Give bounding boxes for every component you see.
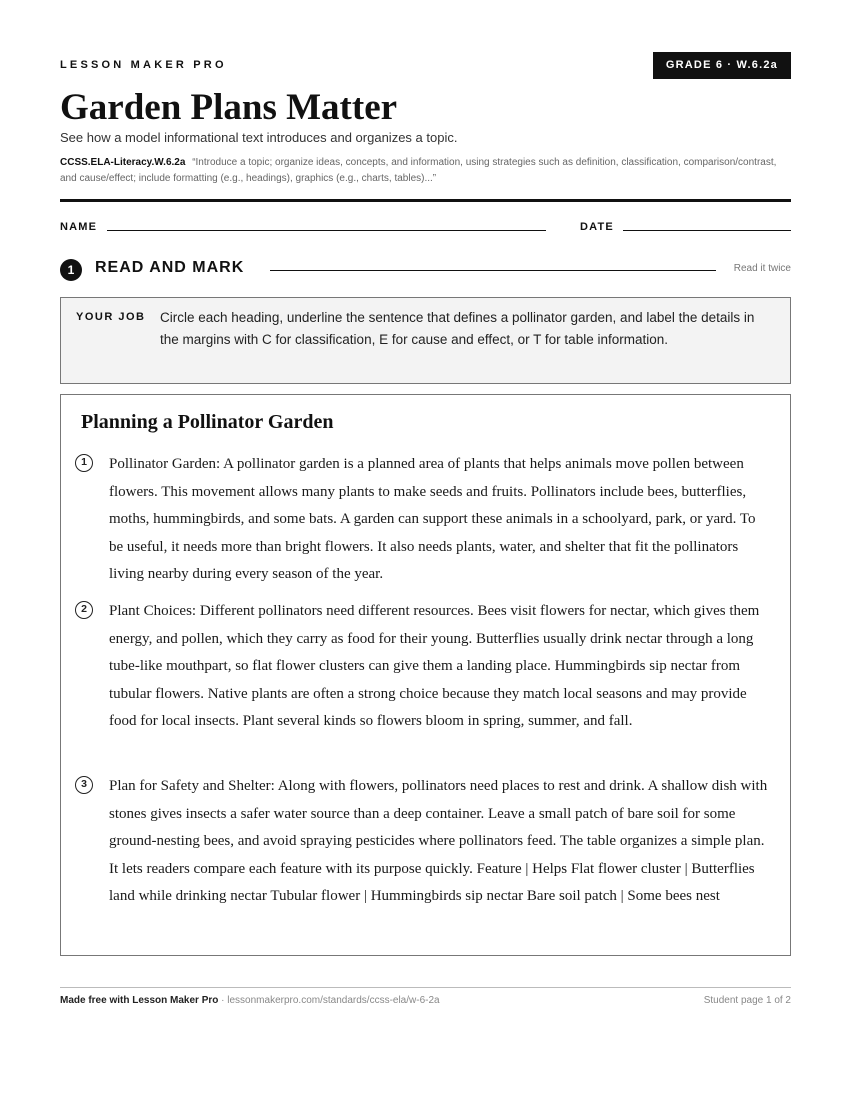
section-note: Read it twice xyxy=(733,263,791,274)
paragraph-text: Plant Choices: Different pollinators need different resources. Bees visit flowers for nectar, which gives them energy, and pollen, which they carry as food for their young. Butterflies usually drink nectar through a long tube-like mouthpart, so flat flower clusters can give them a landing place. Hummingbirds sip nectar from tubular flowers. Native plants are often a strong choice because they match local seasons and may provide food for local insects. Plant several kinds so flowers bloom in spring, summer, and fall. xyxy=(109,603,760,730)
instructions-box xyxy=(60,297,791,384)
step-number-badge: 1 xyxy=(60,259,82,281)
section-header xyxy=(60,257,791,283)
paragraph-number: 1 xyxy=(75,454,93,472)
section-divider xyxy=(270,270,716,271)
date-label: DATE xyxy=(580,221,614,233)
instructions-text: Circle each heading, underline the sentence that defines a pollinator garden, and label the details in the margins with C for classification, E for cause and effect, or T for table information. xyxy=(160,310,755,347)
name-label: NAME xyxy=(60,221,98,233)
instructions-label: YOUR JOB xyxy=(76,311,146,323)
reading-passage xyxy=(60,394,791,956)
paragraph-text: Plan for Safety and Shelter: Along with flowers, pollinators need places to rest and drink. A shallow dish with stones gives insects a safer water source than a deep container. Leave a small patch of bare soil for some ground-nesting bees, and avoid spraying pesticides where pollinators feed. The table organizes a simple plan. It lets readers compare each feature with its purpose quickly. Feature | Helps Flat flower cluster | Butterflies land while drinking nectar Tubular flower | Hummingbirds sip nectar Bare soil patch | Some bees nest xyxy=(109,778,768,905)
grade-badge: GRADE 6 · W.6.2a xyxy=(653,52,791,79)
footer-url[interactable]: · lessonmakerpro.com/standards/ccss-ela/w-6-2a xyxy=(218,995,440,1006)
paragraph-number: 3 xyxy=(75,776,93,794)
page-subtitle: See how a model informational text introduces and organizes a topic. xyxy=(60,130,458,145)
name-field[interactable] xyxy=(107,230,546,231)
section-title: READ AND MARK xyxy=(95,259,245,276)
date-field[interactable] xyxy=(623,230,791,231)
standard-text: “Introduce a topic; organize ideas, concepts, and information, using strategies such as definition, classification, comparison/contrast, and cause/effect; include formatting (e.g., headings), graphics (e.g., charts, tables)...” xyxy=(60,157,777,184)
standard-reference xyxy=(60,155,780,187)
paragraph-number: 2 xyxy=(75,601,93,619)
passage-title: Planning a Pollinator Garden xyxy=(81,411,334,433)
footer-page-number: Student page 1 of 2 xyxy=(703,995,791,1006)
page-title: Garden Plans Matter xyxy=(60,87,398,128)
paragraph-text: Pollinator Garden: A pollinator garden is a planned area of plants that helps animals move pollen between flowers. This movement allows many plants to make seeds and fruits. Pollinators include bees, butterflies, moths, hummingbirds, and some bats. A garden can support these animals in a schoolyard, park, or yard. To be useful, it needs more than bright flowers. It also needs plants, water, and shelter that fit the pollinators living nearby during every season of the year. xyxy=(109,456,756,583)
footer-divider xyxy=(60,987,791,988)
standard-code: CCSS.ELA-Literacy.W.6.2a xyxy=(60,157,186,168)
brand-name: LESSON MAKER PRO xyxy=(60,59,227,71)
header-divider xyxy=(60,199,791,202)
footer-credit xyxy=(60,995,440,1006)
footer-made-with: Made free with Lesson Maker Pro xyxy=(60,995,219,1006)
top-bar xyxy=(60,52,791,80)
